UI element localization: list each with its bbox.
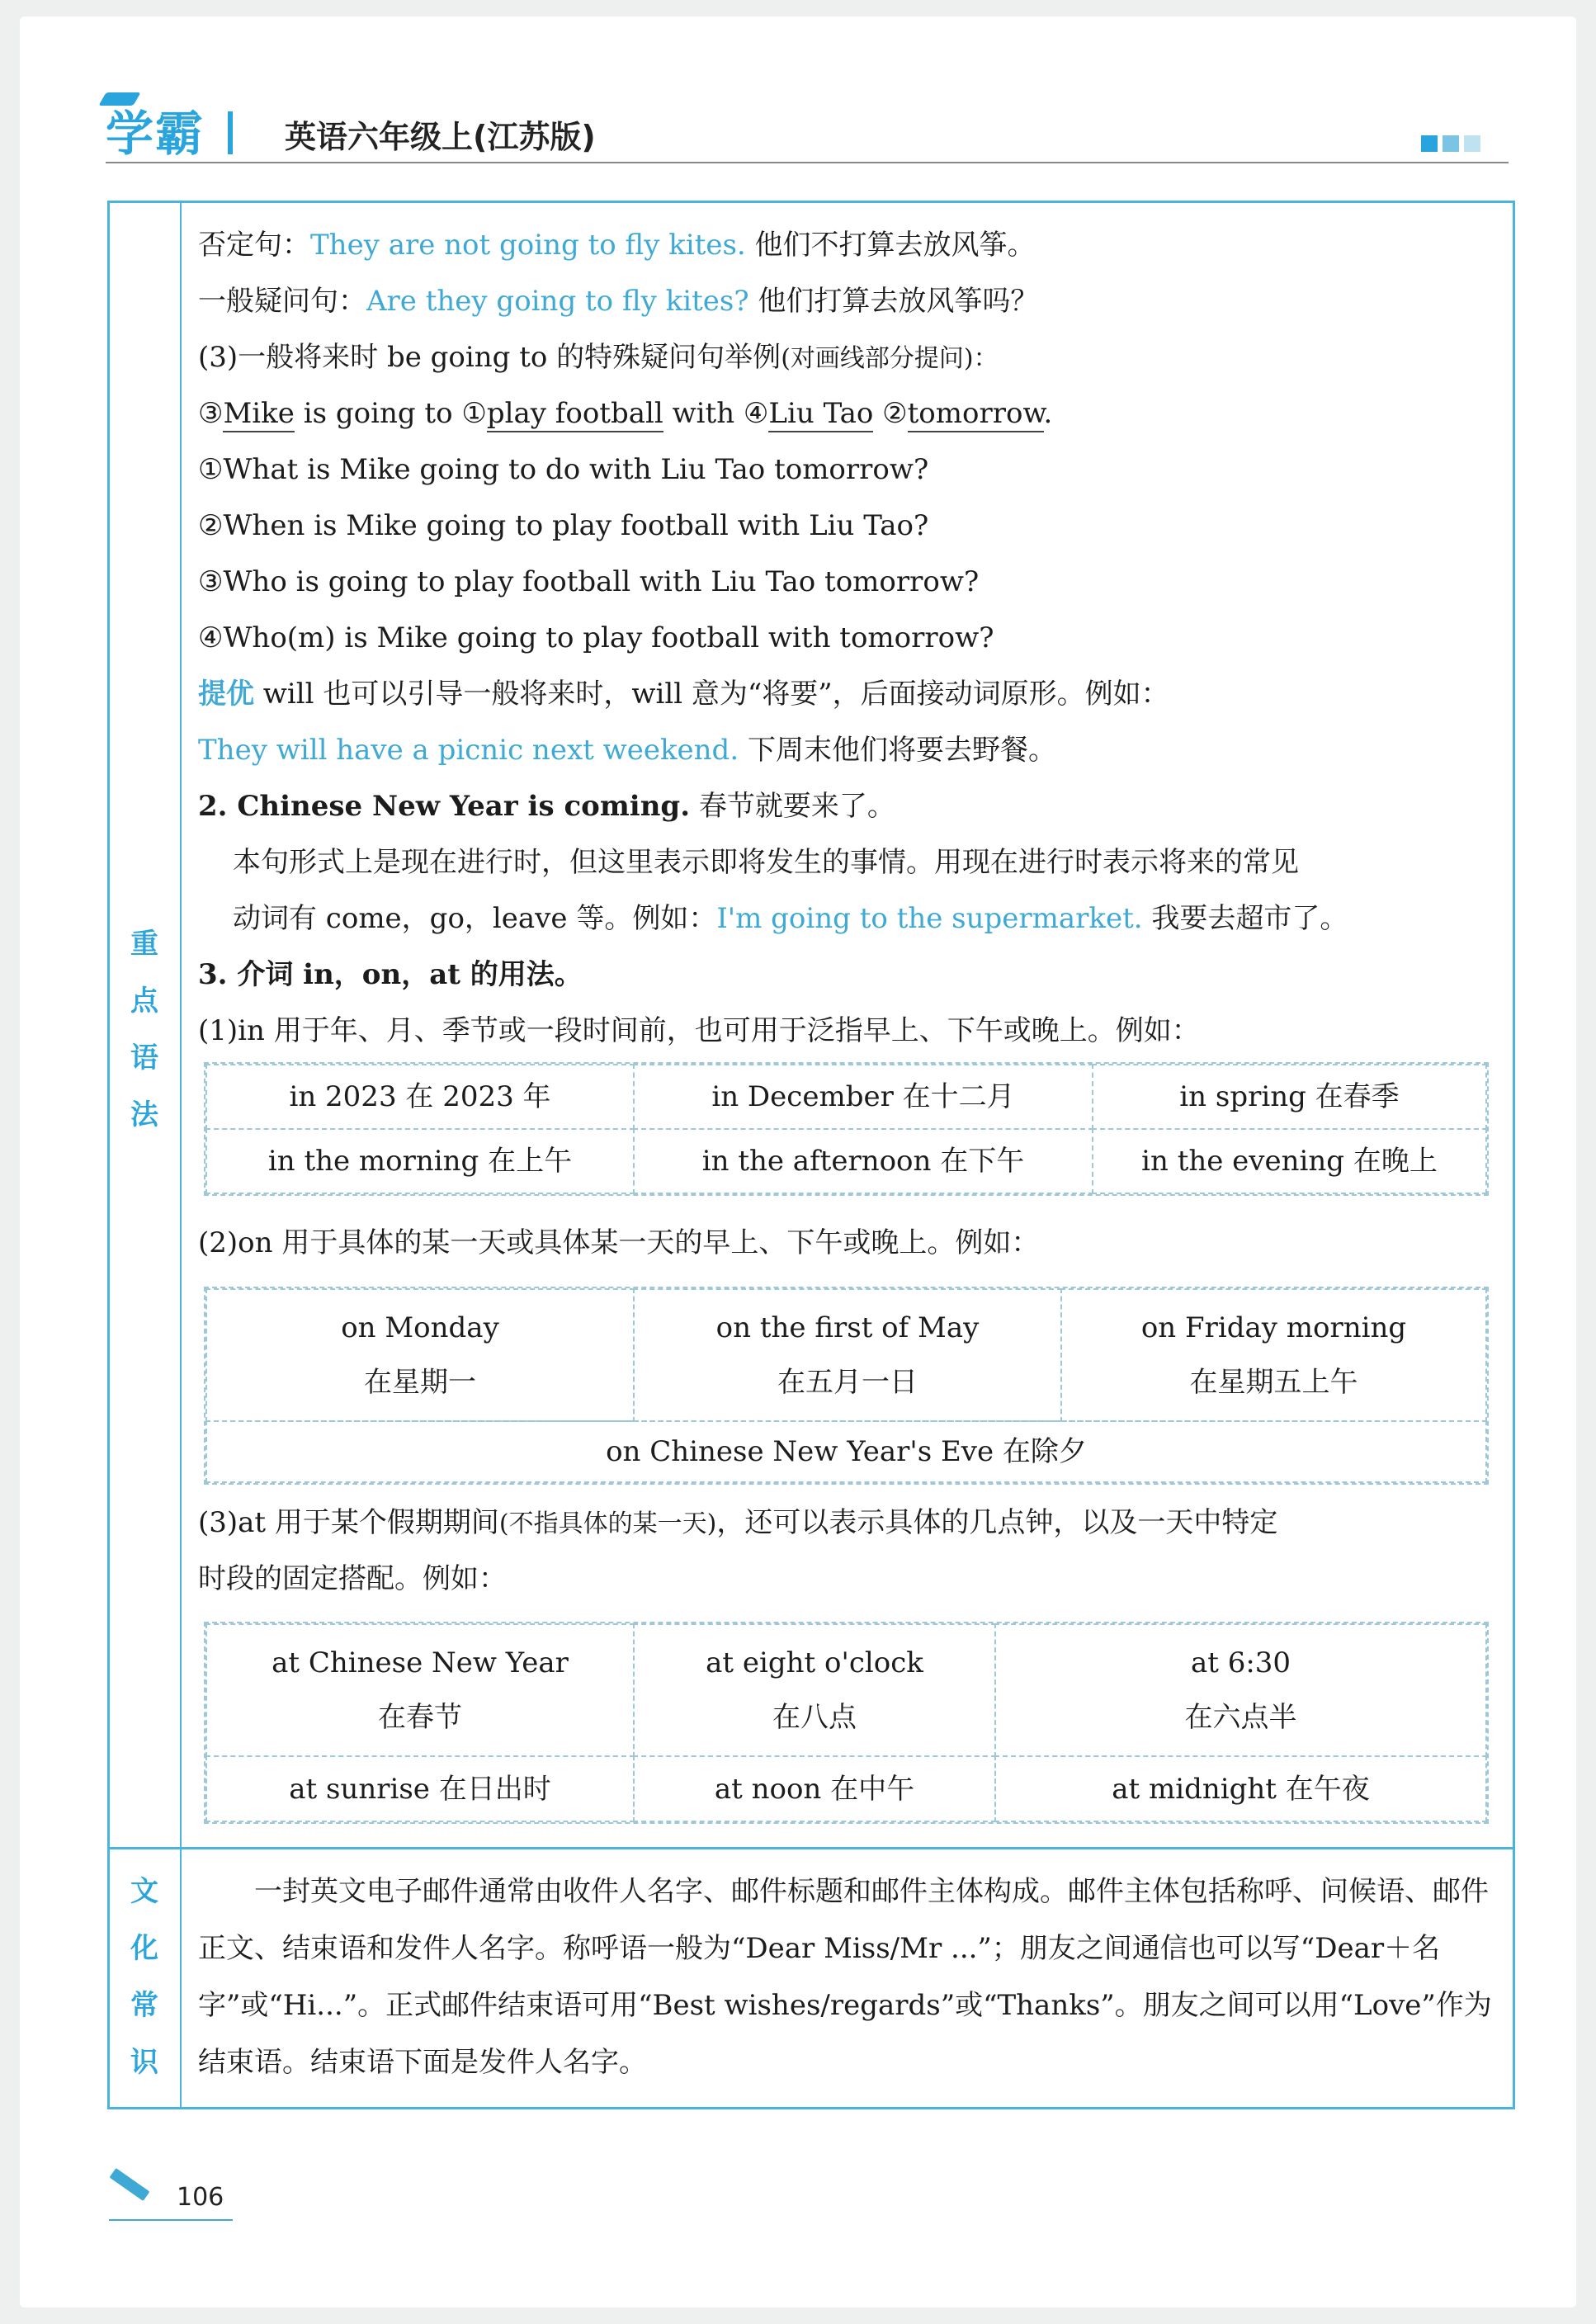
cell-chinese: 在八点	[772, 1701, 857, 1734]
table-cell: at noon 在中午	[633, 1755, 996, 1822]
header-squares	[1421, 135, 1480, 152]
at-rule-note: (不指具体的某一天)	[498, 1509, 717, 1538]
table-cell: in the morning 在上午	[205, 1128, 635, 1194]
special-q-note: (对画线部分提问)：	[781, 344, 999, 373]
underlined-time: tomorrow	[908, 397, 1044, 432]
cell-chinese: 在春节	[378, 1701, 462, 1734]
section-separator	[107, 1847, 1515, 1849]
marker: ④	[743, 397, 769, 430]
example-chinese: 我要去超市了。	[1142, 902, 1348, 935]
example-sentence	[198, 395, 1052, 432]
cell-chinese: 在五月一日	[777, 1366, 918, 1399]
label-char: 化	[130, 1932, 158, 1965]
cell-chinese: 在星期五上午	[1189, 1366, 1358, 1399]
neg-label: 否定句：	[198, 229, 310, 262]
special-question-title	[198, 339, 999, 377]
in-rule: (1)in 用于年、月、季节或一段时间前，也可用于泛指早上、下午或晚上。例如：	[198, 1014, 1200, 1047]
cell-english: at Chinese New Year	[272, 1646, 569, 1679]
page-number: 106	[177, 2183, 224, 2212]
will-chinese: 下周末他们将要去野餐。	[739, 734, 1056, 767]
table-cell	[205, 1288, 635, 1422]
brand-logo: 学霸	[106, 106, 205, 162]
on-rule: (2)on 用于具体的某一天或具体某一天的早上、下午或晚上。例如：	[198, 1226, 1040, 1259]
table-cell: at midnight 在午夜	[994, 1755, 1487, 1822]
question-what: ①What is Mike going to do with Liu Tao tomorrow?	[198, 453, 929, 486]
book-title: 英语六年级上(江苏版)	[285, 119, 596, 155]
at-rule	[198, 1504, 1277, 1542]
text: (3)at 用于某个假期期间	[198, 1506, 499, 1539]
question-label: 一般疑问句：	[198, 285, 366, 318]
table-cell	[633, 1288, 1062, 1422]
table-cell: in the evening 在晚上	[1092, 1128, 1487, 1194]
label-char: 常	[130, 1989, 158, 2022]
label-char: 识	[130, 2046, 158, 2079]
text: .	[1043, 397, 1053, 430]
side-column	[107, 201, 182, 2109]
table-cell: in December 在十二月	[633, 1064, 1093, 1130]
square-icon	[1421, 135, 1438, 152]
square-icon	[1464, 135, 1480, 152]
label-char: 语	[130, 1042, 158, 1075]
marker: ③	[198, 397, 224, 430]
table-cell: on Chinese New Year's Eve 在除夕	[205, 1420, 1487, 1483]
point-number: 2.	[198, 790, 238, 823]
point-2-example	[233, 900, 1348, 937]
footer-rule	[109, 2219, 233, 2221]
at-rule-cont: 时段的固定搭配。例如：	[198, 1562, 507, 1595]
section-label-grammar	[107, 916, 182, 1144]
point-2-heading: Chinese New Year is coming.	[237, 790, 691, 823]
label-char: 法	[130, 1098, 158, 1131]
question-who: ③Who is going to play football with Liu Tao tomorrow?	[198, 565, 980, 598]
point-2-explain: 本句形式上是现在进行时，但这里表示即将发生的事情。用现在进行时表示将来的常见	[233, 846, 1299, 879]
special-q-title: (3)一般将来时 be going to 的特殊疑问句举例	[198, 341, 781, 374]
cell-english: at eight o'clock	[706, 1646, 923, 1679]
neg-chinese: 他们不打算去放风筝。	[754, 229, 1036, 262]
text: ，还可以表示具体的几点钟，以及一天中特定	[716, 1506, 1278, 1539]
logo-divider	[228, 111, 233, 154]
table-cell	[994, 1623, 1487, 1757]
table-cell	[633, 1623, 996, 1757]
table-cell: in spring 在春季	[1092, 1064, 1487, 1130]
question-when: ②When is Mike going to play football with Liu Tao?	[198, 509, 929, 542]
point-3-title: 3. 介词 in，on，at 的用法。	[198, 958, 583, 991]
marker: ②	[873, 397, 908, 430]
cell-english: on Friday morning	[1140, 1311, 1407, 1344]
cell-english: on Monday	[341, 1311, 499, 1344]
question-whom: ④Who(m) is Mike going to play football with tomorrow?	[198, 621, 994, 654]
question-english: Are they going to fly kites?	[366, 285, 749, 318]
square-icon	[1443, 135, 1459, 152]
text: 动词有 come，go，leave 等。例如：	[233, 902, 717, 935]
point-2-chinese: 春节就要来了。	[690, 790, 895, 823]
at-table	[204, 1622, 1489, 1824]
negative-sentence	[198, 227, 1036, 263]
table-cell: in 2023 在 2023 年	[205, 1064, 635, 1130]
underlined-action: play football	[487, 397, 663, 432]
text: with	[663, 397, 744, 430]
cell-english: at 6:30	[1190, 1646, 1291, 1679]
question-chinese: 他们打算去放风筝吗？	[758, 285, 1039, 318]
in-table	[204, 1062, 1489, 1196]
cell-chinese: 在六点半	[1184, 1701, 1297, 1734]
cell-english: on the first of May	[715, 1311, 980, 1344]
underlined-object: Liu Tao	[768, 397, 873, 432]
section-label-culture	[107, 1863, 182, 2091]
table-cell: at sunrise 在日出时	[205, 1755, 635, 1822]
label-char: 文	[130, 1875, 158, 1908]
table-cell	[205, 1623, 635, 1757]
tip-text: will 也可以引导一般将来时，will 意为“将要”，后面接动词原形。例如：	[254, 678, 1169, 711]
label-char: 重	[130, 928, 158, 961]
underlined-subject: Mike	[223, 397, 294, 432]
tip-badge: 提优	[198, 678, 254, 711]
yes-no-question	[198, 283, 1038, 319]
cell-chinese: 在星期一	[364, 1366, 476, 1399]
table-cell	[1060, 1288, 1487, 1422]
table-cell: in the afternoon 在下午	[633, 1128, 1093, 1194]
will-example	[198, 732, 1056, 768]
label-char: 点	[130, 985, 158, 1018]
text: is going to	[294, 397, 462, 430]
neg-english: They are not going to fly kites.	[310, 229, 746, 262]
example-english: I'm going to the supermarket.	[716, 902, 1143, 935]
header-rule	[106, 162, 1509, 163]
will-english: They will have a picnic next weekend.	[198, 734, 739, 767]
marker: ①	[461, 397, 487, 430]
tip-line	[198, 676, 1169, 712]
point-2-title	[198, 788, 895, 824]
culture-paragraph: 一封英文电子邮件通常由收件人名字、邮件标题和邮件主体构成。邮件主体包括称呼、问候语、邮件正文、结束语和发件人名字。称呼语一般为“Dear Miss/Mr ...”；朋友之间通信也可以写“Dear＋名字”或“Hi...”。正式邮件结束语可用“Best wishes/regards”或“Thanks”。朋友之间可以用“Love”作为结束语。结束语下面是发件人名字。	[198, 1875, 1492, 2079]
on-table	[204, 1287, 1489, 1485]
